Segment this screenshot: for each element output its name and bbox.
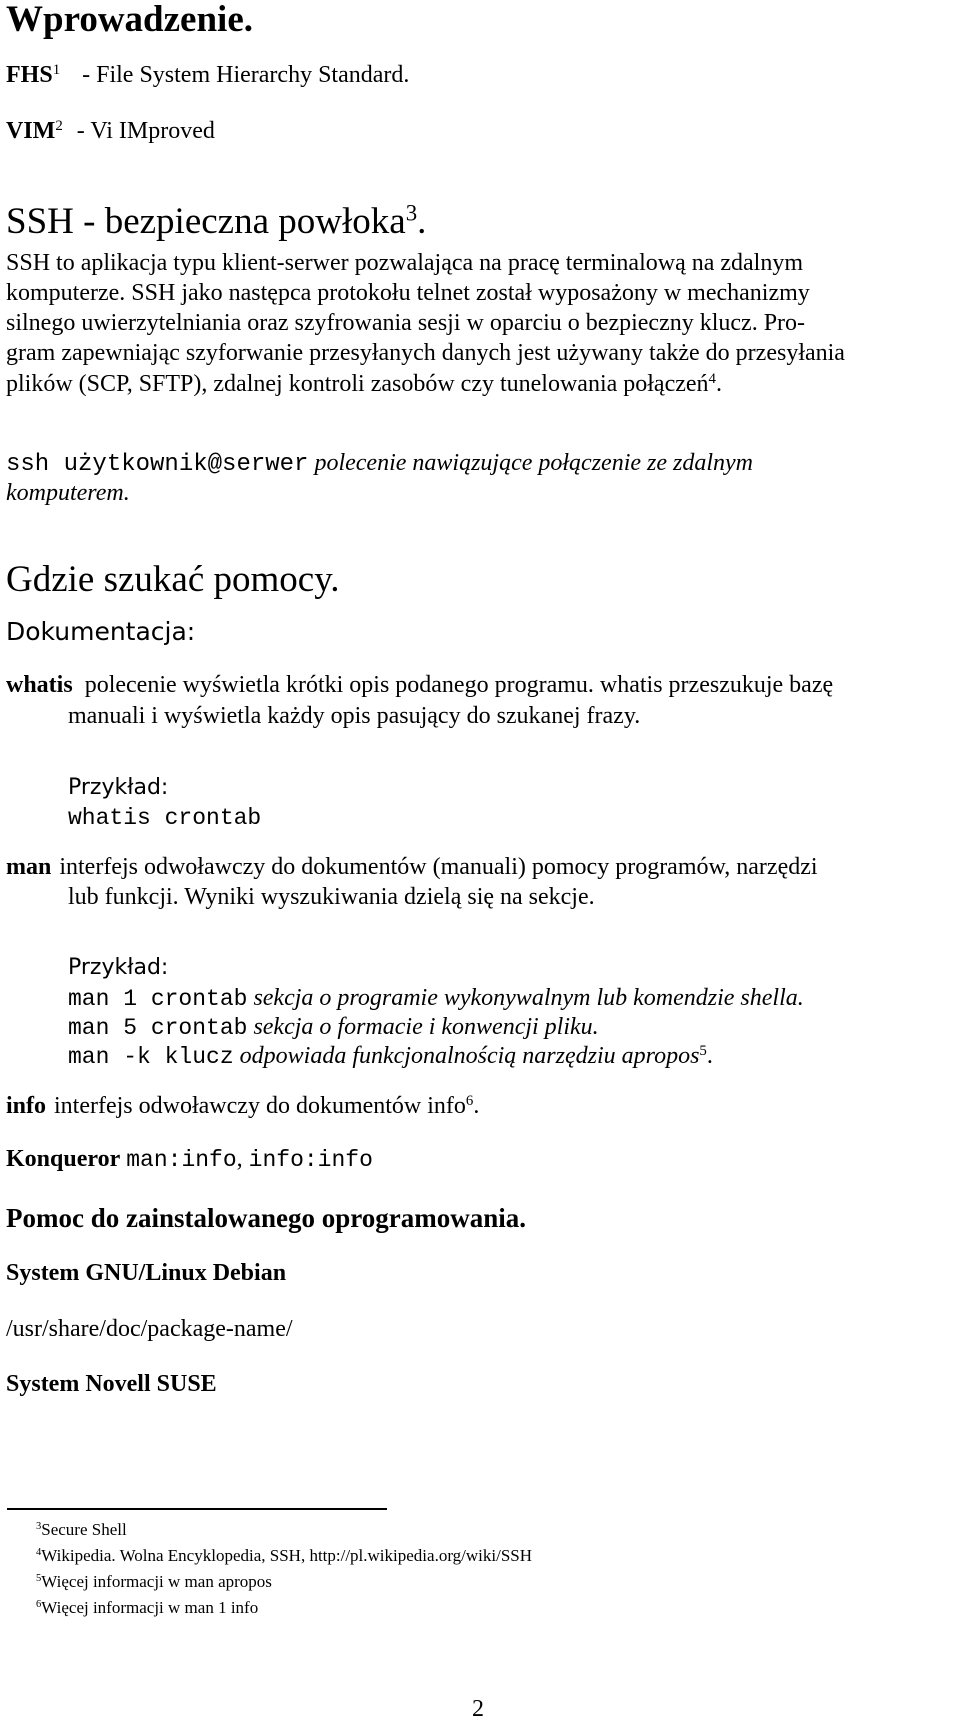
footnote-number: 6 — [36, 1599, 42, 1611]
man-example-description: odpowiada funkcjonalnością narzędziu apropos — [239, 1043, 700, 1069]
heading-text: SSH - bezpieczna powłoka — [6, 201, 406, 242]
whatis-entry — [6, 672, 833, 699]
term-whatis: whatis — [6, 672, 73, 698]
heading-end: . — [417, 201, 427, 242]
term-konqueror: Konqueror — [6, 1146, 121, 1172]
sentence-end: . — [706, 1043, 713, 1069]
term-info: info — [6, 1093, 47, 1119]
info-entry — [6, 1093, 479, 1120]
section-heading-help: Gdzie szukać pomocy. — [6, 559, 340, 600]
ssh-command-line — [6, 450, 753, 478]
footnote-rule — [7, 1508, 387, 1510]
label-suse: System Novell SUSE — [6, 1371, 217, 1397]
man-example-3 — [68, 1043, 713, 1070]
example-label: Przykład: — [68, 775, 169, 800]
man-example-1 — [68, 985, 804, 1012]
footnote-3 — [36, 1520, 127, 1540]
definition-text: - File System Hierarchy Standard. — [82, 62, 410, 88]
definition-fhs — [6, 62, 409, 89]
ssh-paragraph-line-5 — [6, 371, 722, 398]
footnote-4 — [36, 1546, 532, 1566]
paragraph-text: plików (SCP, SFTP), zdalnej kontroli zasobów czy tunelowania połączeń — [6, 371, 709, 397]
man-example-2 — [68, 1014, 599, 1041]
footnote-text: Secure Shell — [41, 1520, 127, 1539]
footnote-text: Wikipedia. Wolna Encyklopedia, SSH, http://pl.wikipedia.org/wiki/SSH — [41, 1546, 533, 1565]
ssh-paragraph-line-2: komputerze. SSH jako następca protokołu telnet został wyposażony w mechanizmy — [6, 280, 810, 306]
man-example-description: sekcja o formacie i konwencji pliku. — [253, 1014, 599, 1040]
ssh-paragraph-line-1: SSH to aplikacja typu klient-serwer pozwalająca na pracę terminalową na zdalnym — [6, 250, 804, 276]
footnote-6 — [36, 1598, 258, 1618]
subheading-documentation: Dokumentacja: — [6, 617, 196, 646]
man-example-command: man 1 crontab — [68, 986, 248, 1012]
term-man: man — [6, 854, 52, 880]
man-example-command: man -k klucz — [68, 1044, 234, 1070]
man-description: interfejs odwoławczy do dokumentów (manuali) pomocy programów, narzędzi — [59, 854, 818, 880]
whatis-example-command: whatis crontab — [68, 805, 262, 831]
paragraph-end: . — [715, 371, 722, 397]
debian-doc-path: /usr/share/doc/package-name/ — [6, 1316, 293, 1342]
info-description: interfejs odwoławczy do dokumentów info — [54, 1093, 466, 1119]
footnote-5 — [36, 1572, 272, 1592]
man-description-cont: lub funkcji. Wyniki wyszukiwania dzielą się na sekcje. — [68, 884, 595, 910]
section-heading-installed: Pomoc do zainstalowanego oprogramowania. — [6, 1203, 526, 1233]
whatis-description: polecenie wyświetla krótki opis podanego programu. whatis przeszukuje bazę — [84, 672, 834, 698]
example-label: Przykład: — [68, 955, 169, 980]
ssh-paragraph-line-3: silnego uwierzytelniania oraz szyfrowania sesji w oparciu o bezpieczny klucz. Pro- — [6, 310, 806, 336]
man-entry — [6, 854, 818, 881]
footnote-number: 5 — [36, 1573, 42, 1585]
sentence-end: . — [473, 1093, 480, 1119]
konqueror-entry — [6, 1146, 373, 1173]
footnote-ref: 2 — [55, 117, 63, 134]
label-debian: System GNU/Linux Debian — [6, 1260, 287, 1286]
footnote-ref: 4 — [708, 370, 716, 387]
footnote-number: 4 — [36, 1547, 42, 1559]
man-example-command: man 5 crontab — [68, 1015, 248, 1041]
footnote-text: Więcej informacji w man 1 info — [41, 1598, 259, 1617]
ssh-command-description: polecenie nawiązujące połączenie ze zdalnym — [314, 450, 754, 476]
footnote-ref: 5 — [699, 1042, 707, 1059]
term-fhs: FHS — [6, 62, 53, 88]
section-heading-ssh — [6, 200, 426, 243]
man-example-description: sekcja o programie wykonywalnym lub komendzie shella. — [253, 985, 804, 1011]
konqueror-command-1: man:info — [126, 1147, 237, 1173]
footnote-ref: 1 — [52, 61, 61, 78]
footnote-ref: 3 — [405, 200, 418, 226]
ssh-command: ssh użytkownik@serwer — [6, 451, 309, 478]
separator: , — [236, 1146, 243, 1172]
definition-text: - Vi IMproved — [76, 118, 215, 144]
page-number: 2 — [472, 1696, 484, 1722]
definition-vim — [6, 118, 215, 145]
ssh-command-description-cont: komputerem. — [6, 480, 130, 506]
footnote-text: Więcej informacji w man apropos — [41, 1572, 272, 1591]
section-heading-intro: Wprowadzenie. — [6, 0, 254, 40]
ssh-paragraph-line-4: gram zapewniając szyforwanie przesyłanych danych jest używany także do przesyłania — [6, 340, 845, 366]
whatis-description-cont: manuali i wyświetla każdy opis pasujący do szukanej frazy. — [68, 703, 641, 729]
term-vim: VIM — [6, 118, 56, 144]
konqueror-command-2: info:info — [248, 1147, 373, 1173]
footnote-number: 3 — [36, 1521, 42, 1533]
footnote-ref: 6 — [465, 1092, 474, 1109]
